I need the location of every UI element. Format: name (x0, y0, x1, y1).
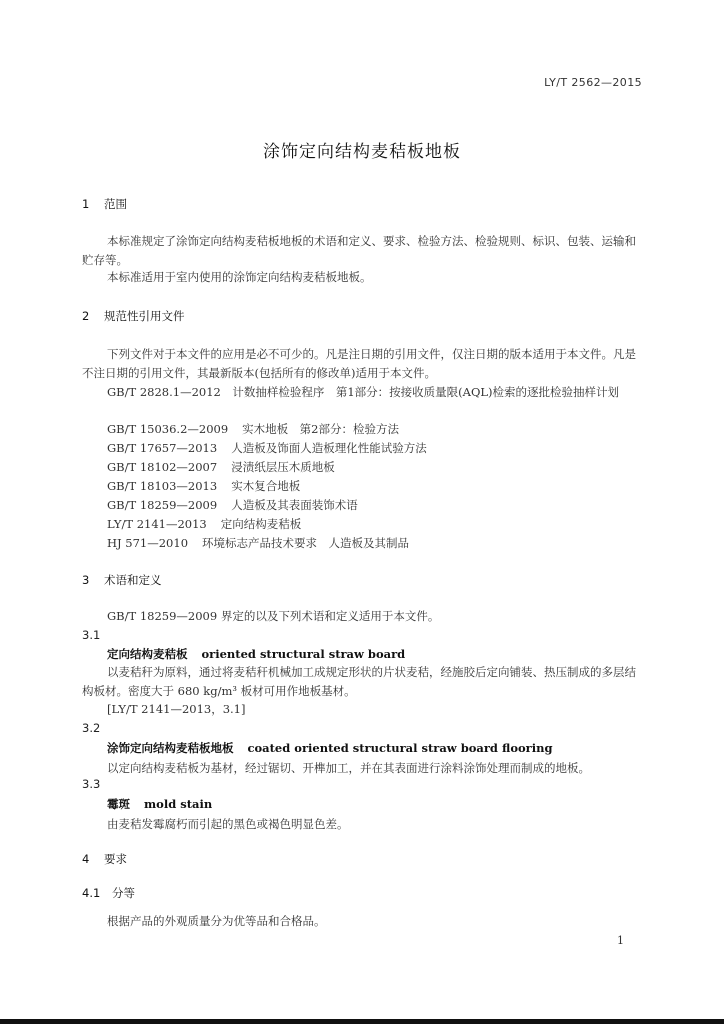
reference-item (107, 478, 300, 494)
section-2-title: 规范性引用文件 (104, 309, 185, 323)
section-4-1-heading (82, 885, 135, 901)
section-2-heading (82, 308, 185, 324)
reference-code: GB/T 18103—2013 (107, 479, 218, 493)
reference-code: GB/T 15036.2—2009 (107, 422, 229, 436)
term-en: coated oriented structural straw board flooring (247, 741, 553, 755)
reference-name: 浸渍纸层压木质地板 (231, 460, 335, 474)
term-3-2-number: 3.2 (82, 721, 101, 735)
term-3-3 (107, 796, 212, 812)
term-3-1 (107, 646, 405, 662)
section-2-intro: 下列文件对于本文件的应用是必不可少的。凡是注日期的引用文件，仅注日期的版本适用于本文件。凡是不注日期的引用文件，其最新版本(包括所有的修改单)适用于本文件。 (82, 347, 636, 380)
reference-name: 实木复合地板 (231, 479, 301, 493)
reference-code: LY/T 2141—2013 (107, 517, 207, 531)
reference-item (107, 516, 301, 532)
reference-item (107, 440, 427, 456)
section-4-1-number: 4.1 (82, 886, 101, 900)
section-2-number: 2 (82, 309, 90, 323)
reference-name: 实木地板 第2部分：检验方法 (242, 422, 399, 436)
reference-code: HJ 571—2010 (107, 536, 189, 550)
reference-item (107, 459, 335, 475)
section-4-number: 4 (82, 852, 90, 866)
section-3-heading (82, 572, 162, 588)
term-3-3-definition: 由麦秸发霉腐朽而引起的黑色或褐色明显色差。 (107, 817, 349, 831)
reference-item (107, 421, 399, 437)
reference-name: 定向结构麦秸板 (220, 517, 302, 531)
reference-name: 环境标志产品技术要求 人造板及其制品 (202, 536, 410, 550)
term-zh: 霉斑 (107, 797, 130, 811)
section-3-number: 3 (82, 573, 90, 587)
standard-number: LY/T 2562—2015 (544, 76, 642, 89)
term-zh: 涂饰定向结构麦秸板地板 (107, 741, 234, 755)
term-3-1-number: 3.1 (82, 628, 101, 642)
section-1-number: 1 (82, 197, 90, 211)
term-3-1-source: [LY/T 2141—2013，3.1] (107, 702, 246, 716)
term-zh: 定向结构麦秸板 (107, 647, 188, 661)
reference-code: GB/T 17657—2013 (107, 441, 218, 455)
section-4-1-title: 分等 (112, 886, 135, 900)
section-3-intro: GB/T 18259—2009 界定的以及下列术语和定义适用于本文件。 (107, 609, 440, 623)
reference-item (107, 497, 358, 513)
term-3-2-definition: 以定向结构麦秸板为基材，经过锯切、开榫加工，并在其表面进行涂料涂饰处理而制成的地板。 (107, 761, 590, 775)
term-3-3-number: 3.3 (82, 777, 101, 791)
reference-name: 人造板及其表面装饰术语 (231, 498, 358, 512)
page-number: 1 (617, 934, 624, 947)
reference-code: GB/T 18102—2007 (107, 460, 218, 474)
section-4-heading (82, 851, 127, 867)
section-1-heading (82, 196, 127, 212)
reference-name: 人造板及饰面人造板理化性能试验方法 (231, 441, 427, 455)
reference-code: GB/T 18259—2009 (107, 498, 218, 512)
section-3-title: 术语和定义 (104, 573, 162, 587)
document-title: 涂饰定向结构麦秸板地板 (263, 142, 461, 162)
reference-item (107, 535, 409, 551)
section-4-1-text: 根据产品的外观质量分为优等品和合格品。 (107, 914, 326, 928)
term-en: oriented structural straw board (201, 647, 406, 661)
term-en: mold stain (144, 797, 213, 811)
section-1-title: 范围 (104, 197, 127, 211)
section-1-paragraph-2: 本标准适用于室内使用的涂饰定向结构麦秸板地板。 (107, 270, 372, 284)
section-1-paragraph-1: 本标准规定了涂饰定向结构麦秸板地板的术语和定义、要求、检验方法、检验规则、标识、包装、运输和贮存等。 (82, 234, 636, 267)
term-3-2 (107, 740, 553, 756)
term-3-1-definition: 以麦秸秆为原料，通过将麦秸秆机械加工成规定形状的片状麦秸，经施胶后定向铺装、热压制成的多层结构板材。密度大于 680 kg/m³ 板材可用作地板基材。 (82, 665, 636, 698)
reference-gb-2828: GB/T 2828.1—2012 计数抽样检验程序 第1部分：按接收质量限(AQL)检索的逐批检验抽样计划 (107, 385, 619, 399)
page-bottom-border (0, 1019, 724, 1024)
section-4-title: 要求 (104, 852, 127, 866)
